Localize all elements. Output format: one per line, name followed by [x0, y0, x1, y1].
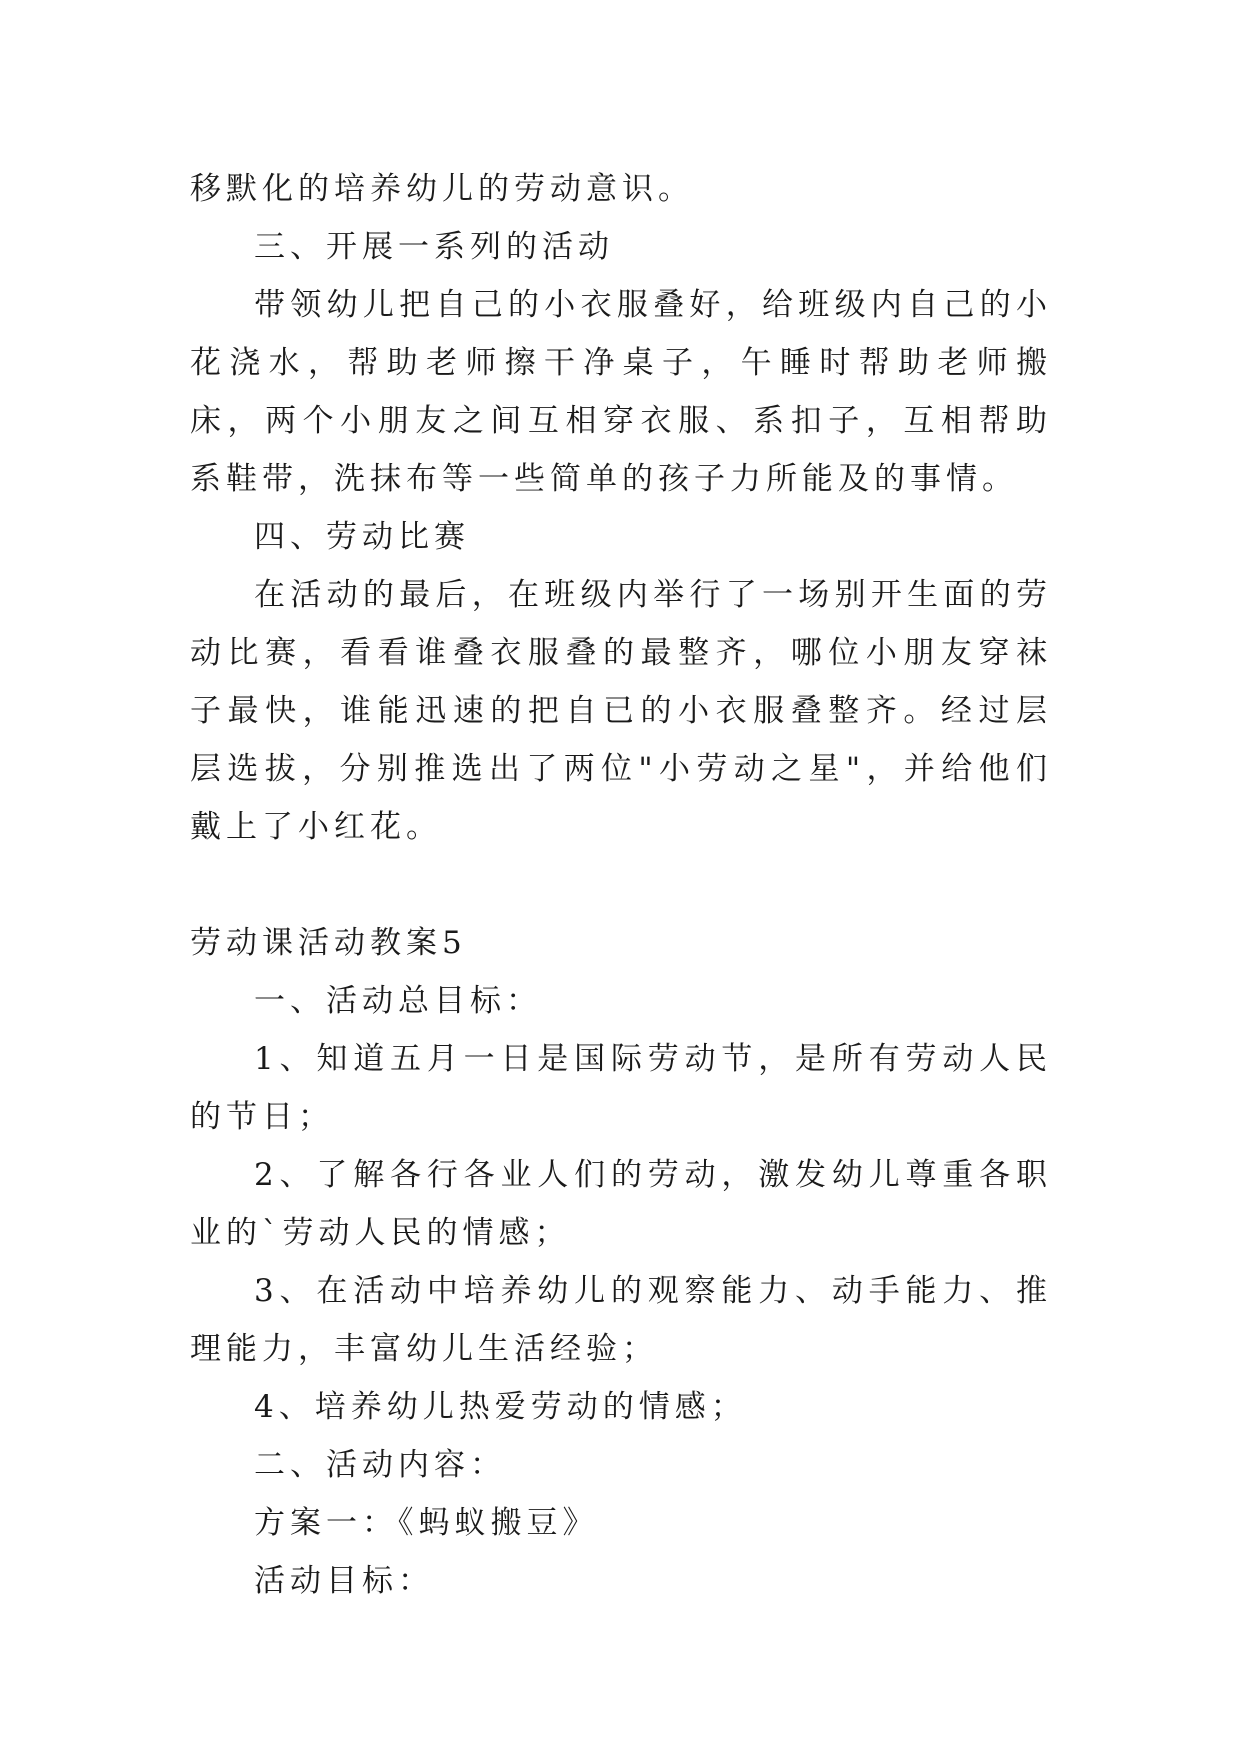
plan-one-title: 方案一：《蚂蚁搬豆》: [254, 1505, 599, 1541]
section-heading-goals: 一、活动总目标：: [254, 983, 542, 1019]
document-body: [190, 160, 1052, 1610]
paragraph-competition: 在活动的最后，在班级内举行了一场别开生面的劳动比赛，看看谁叠衣服叠的最整齐，哪位小朋友穿袜子最快，谁能迅速的把自已的小衣服叠整齐。经过层层选拔，分别推选出了两位"小劳动之星"，并给他们戴上了小红花。: [190, 577, 1052, 845]
activity-goals-heading: 活动目标：: [254, 1563, 434, 1599]
paragraph-continuation: 移默化的培养幼儿的劳动意识。: [190, 171, 694, 207]
section-heading-content: 二、活动内容：: [254, 1447, 506, 1483]
paragraph-spacer: [190, 856, 1052, 914]
goal-item-1: 1、知道五月一日是国际劳动节，是所有劳动人民的节日；: [190, 1041, 1052, 1135]
paragraph-activities: 带领幼儿把自己的小衣服叠好，给班级内自己的小花浇水，帮助老师擦干净桌子，午睡时帮助老师搬床，两个小朋友之间互相穿衣服、系扣子，互相帮助系鞋带，洗抹布等一些简单的孩子力所能及的事情。: [190, 287, 1052, 497]
section-heading-activities: 三、开展一系列的活动: [254, 229, 614, 265]
goal-item-2: 2、了解各行各业人们的劳动，激发幼儿尊重各职业的`劳动人民的情感；: [190, 1157, 1052, 1251]
goal-item-3: 3、在活动中培养幼儿的观察能力、动手能力、推理能力，丰富幼儿生活经验；: [190, 1273, 1052, 1367]
section-heading-competition: 四、劳动比赛: [254, 519, 470, 555]
document-title-plan-5: 劳动课活动教案5: [190, 925, 467, 961]
goal-item-4: 4、培养幼儿热爱劳动的情感；: [254, 1389, 747, 1425]
